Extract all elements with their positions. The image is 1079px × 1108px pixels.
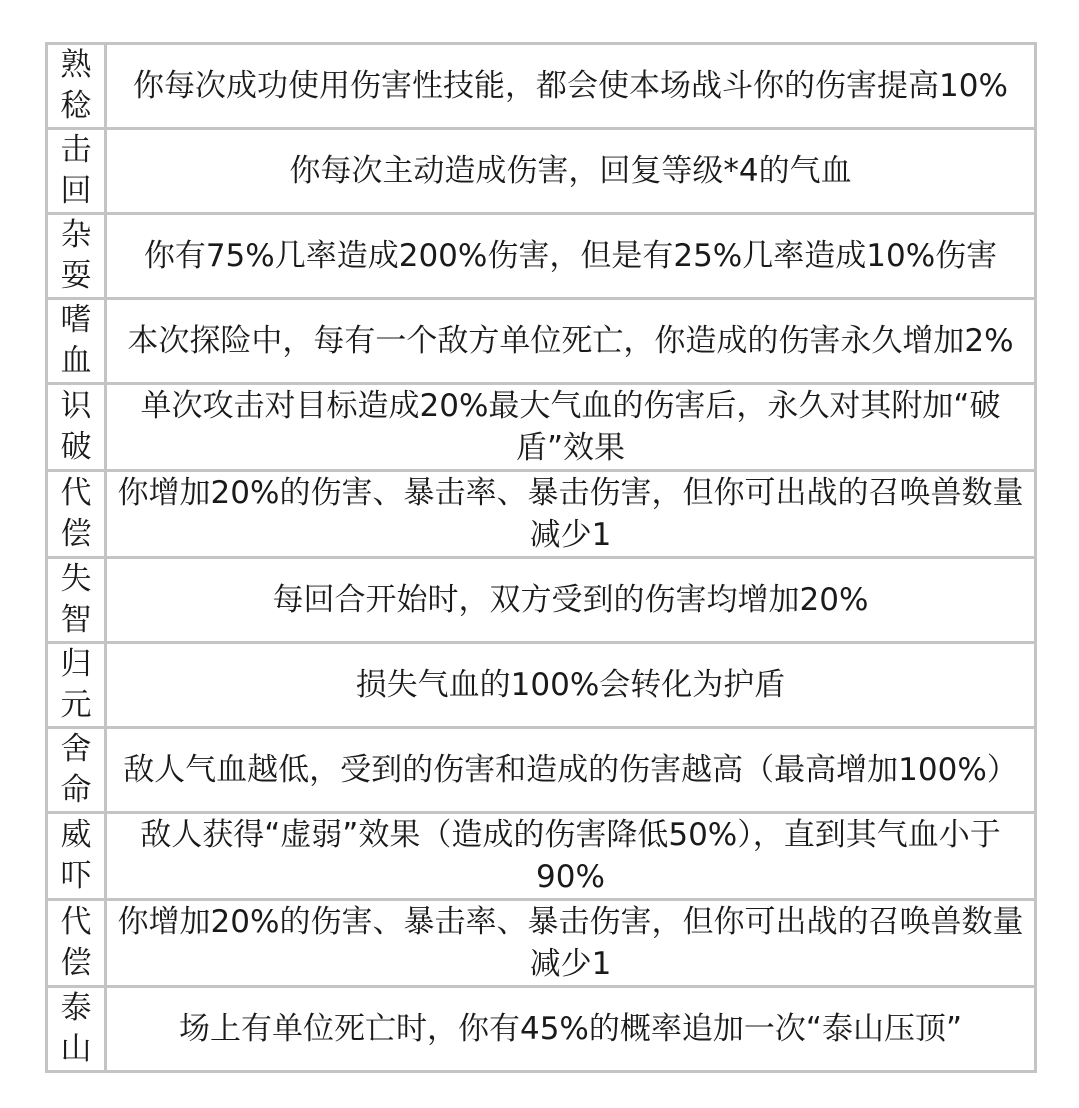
skill-name: 击回 (60, 132, 92, 209)
skill-name: 舍命 (60, 731, 92, 808)
table-row (47, 643, 1036, 728)
skill-name: 熟稔 (60, 47, 92, 124)
skill-name: 嗜血 (60, 302, 92, 379)
skill-name: 威吓 (60, 817, 92, 894)
table-row (47, 813, 1036, 900)
skill-table-body (47, 44, 1036, 1072)
skill-name: 代偿 (60, 904, 92, 981)
skill-desc: 每回合开始时，双方受到的伤害均增加20% (106, 558, 1036, 643)
skill-name-cell (47, 214, 106, 299)
skill-name-cell (47, 558, 106, 643)
skill-table-container (45, 42, 1037, 1073)
skill-name: 泰山 (60, 990, 92, 1067)
skill-name-cell (47, 299, 106, 384)
skill-desc: 你增加20%的伤害、暴击率、暴击伤害，但你可出战的召唤兽数量减少1 (106, 900, 1036, 987)
skill-name-cell (47, 471, 106, 558)
skill-name: 代偿 (60, 475, 92, 552)
skill-name: 失智 (60, 561, 92, 638)
skill-desc: 你每次主动造成伤害，回复等级*4的气血 (106, 129, 1036, 214)
table-row (47, 900, 1036, 987)
table-row (47, 987, 1036, 1072)
skill-desc: 你有75%几率造成200%伤害，但是有25%几率造成10%伤害 (106, 214, 1036, 299)
table-row (47, 129, 1036, 214)
skill-name-cell (47, 384, 106, 471)
table-row (47, 44, 1036, 129)
skill-name: 识破 (60, 388, 92, 465)
skill-desc: 单次攻击对目标造成20%最大气血的伤害后，永久对其附加“破盾”效果 (106, 384, 1036, 471)
skill-desc: 场上有单位死亡时，你有45%的概率追加一次“泰山压顶” (106, 987, 1036, 1072)
table-row (47, 384, 1036, 471)
skill-name: 杂耍 (60, 217, 92, 294)
skill-desc: 损失气血的100%会转化为护盾 (106, 643, 1036, 728)
table-row (47, 299, 1036, 384)
skill-name-cell (47, 728, 106, 813)
skill-desc: 本次探险中，每有一个敌方单位死亡，你造成的伤害永久增加2% (106, 299, 1036, 384)
table-row (47, 471, 1036, 558)
table-row (47, 728, 1036, 813)
skill-name: 归元 (60, 646, 92, 723)
skill-desc: 敌人气血越低，受到的伤害和造成的伤害越高（最高增加100%） (106, 728, 1036, 813)
skill-desc: 你增加20%的伤害、暴击率、暴击伤害，但你可出战的召唤兽数量减少1 (106, 471, 1036, 558)
skill-name-cell (47, 900, 106, 987)
table-row (47, 558, 1036, 643)
skill-desc: 敌人获得“虚弱”效果（造成的伤害降低50%），直到其气血小于90% (106, 813, 1036, 900)
skill-name-cell (47, 44, 106, 129)
skill-name-cell (47, 813, 106, 900)
skill-name-cell (47, 129, 106, 214)
skill-table (45, 42, 1037, 1073)
skill-name-cell (47, 643, 106, 728)
skill-desc: 你每次成功使用伤害性技能，都会使本场战斗你的伤害提高10% (106, 44, 1036, 129)
skill-name-cell (47, 987, 106, 1072)
table-row (47, 214, 1036, 299)
